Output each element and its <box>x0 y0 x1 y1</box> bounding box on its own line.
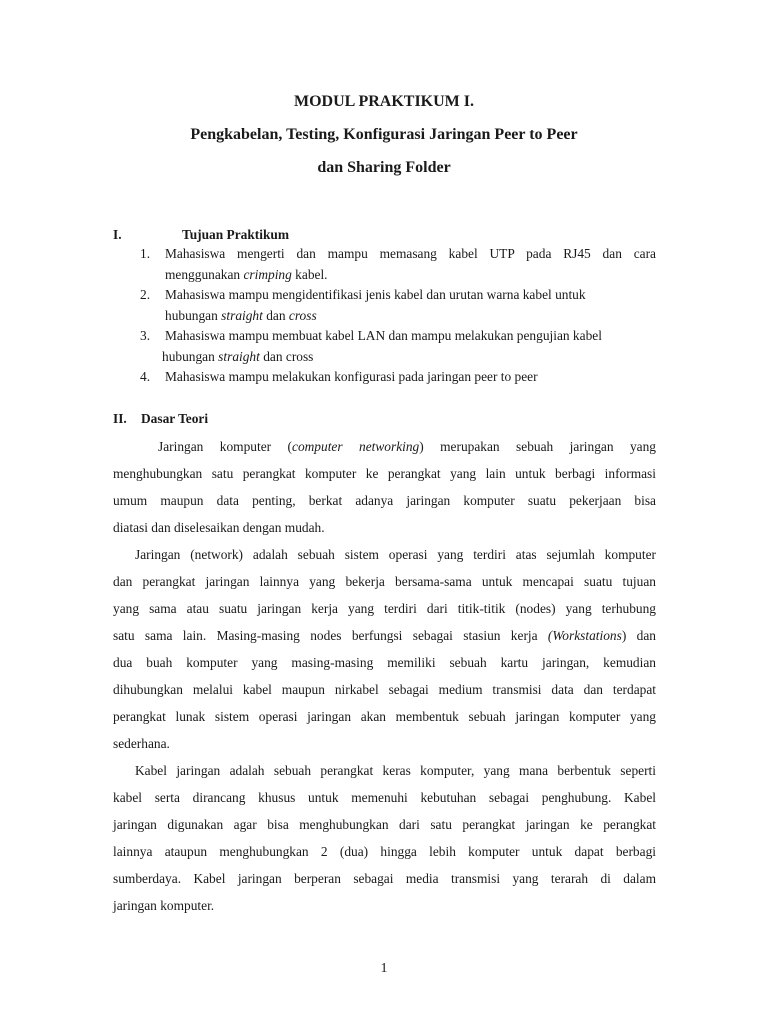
module-title: MODUL PRAKTIKUM I. <box>294 93 474 110</box>
paragraph-1: Jaringan komputer (computer networking) merupakan sebuah jaringan yang menghubungkan satu perangkat komputer ke perangkat yang lain untuk berbagi informasi umum maupun data penting, berkat adanya jaringan komputer suatu pekerjaan bisa diatasi dan diselesaikan dengan mudah. <box>113 439 656 535</box>
list-item: 4. Mahasiswa mampu melakukan konfigurasi pada jaringan peer to peer <box>140 369 538 384</box>
page-number: 1 <box>380 961 388 976</box>
section2-heading: Dasar Teori <box>141 411 209 426</box>
module-subtitle-cont: dan Sharing Folder <box>317 159 451 176</box>
section2-number: II. <box>113 411 127 426</box>
list-item: 1. Mahasiswa mengerti dan mampu memasang kabel UTP pada RJ45 dan cara menggunakan crimping kabel. <box>140 246 656 282</box>
paragraph-3: Kabel jaringan adalah sebuah perangkat keras komputer, yang mana berbentuk seperti kabel serta dirancang khusus untuk memenuhi kebutuhan sebagai penghubung. Kabel jaringan digunakan agar bisa menghubungkan dari satu perangkat jaringan ke perangkat lainnya ataupun menghubungkan 2 (dua) hingga lebih komputer untuk dapat berbagi sumberdaya. Kabel jaringan berperan sebagai media transmisi yang terarah di dalam jaringan komputer. <box>113 763 656 913</box>
paragraph-2: Jaringan (network) adalah sebuah sistem operasi yang terdiri atas sejumlah komputer dan perangkat jaringan lainnya yang bekerja bersama-sama untuk mencapai suatu tujuan yang sama atau suatu jaringan kerja yang terdiri dari titik-titik (nodes) yang terhubung satu sama lain. Masing-masing nodes berfungsi sebagai stasiun kerja (Workstations) dan dua buah komputer yang masing-masing memiliki sebuah kartu jaringan, kemudian dihubungkan melalui kabel maupun nirkabel sebagai medium transmisi data dan terdapat perangkat lunak sistem operasi jaringan akan membentuk sebuah jaringan komputer yang sederhana. <box>113 547 656 751</box>
list-item: 2. Mahasiswa mampu mengidentifikasi jenis kabel dan urutan warna kabel untuk hubungan straight dan cross <box>140 287 586 323</box>
section1-number: I. <box>113 227 122 242</box>
objectives-list <box>140 244 656 388</box>
list-item: 3. Mahasiswa mampu membuat kabel LAN dan mampu melakukan pengujian kabel hubungan straight dan cross <box>140 328 602 364</box>
section1-heading: Tujuan Praktikum <box>182 227 290 242</box>
module-subtitle: Pengkabelan, Testing, Konfigurasi Jaringan Peer to Peer <box>190 126 578 143</box>
